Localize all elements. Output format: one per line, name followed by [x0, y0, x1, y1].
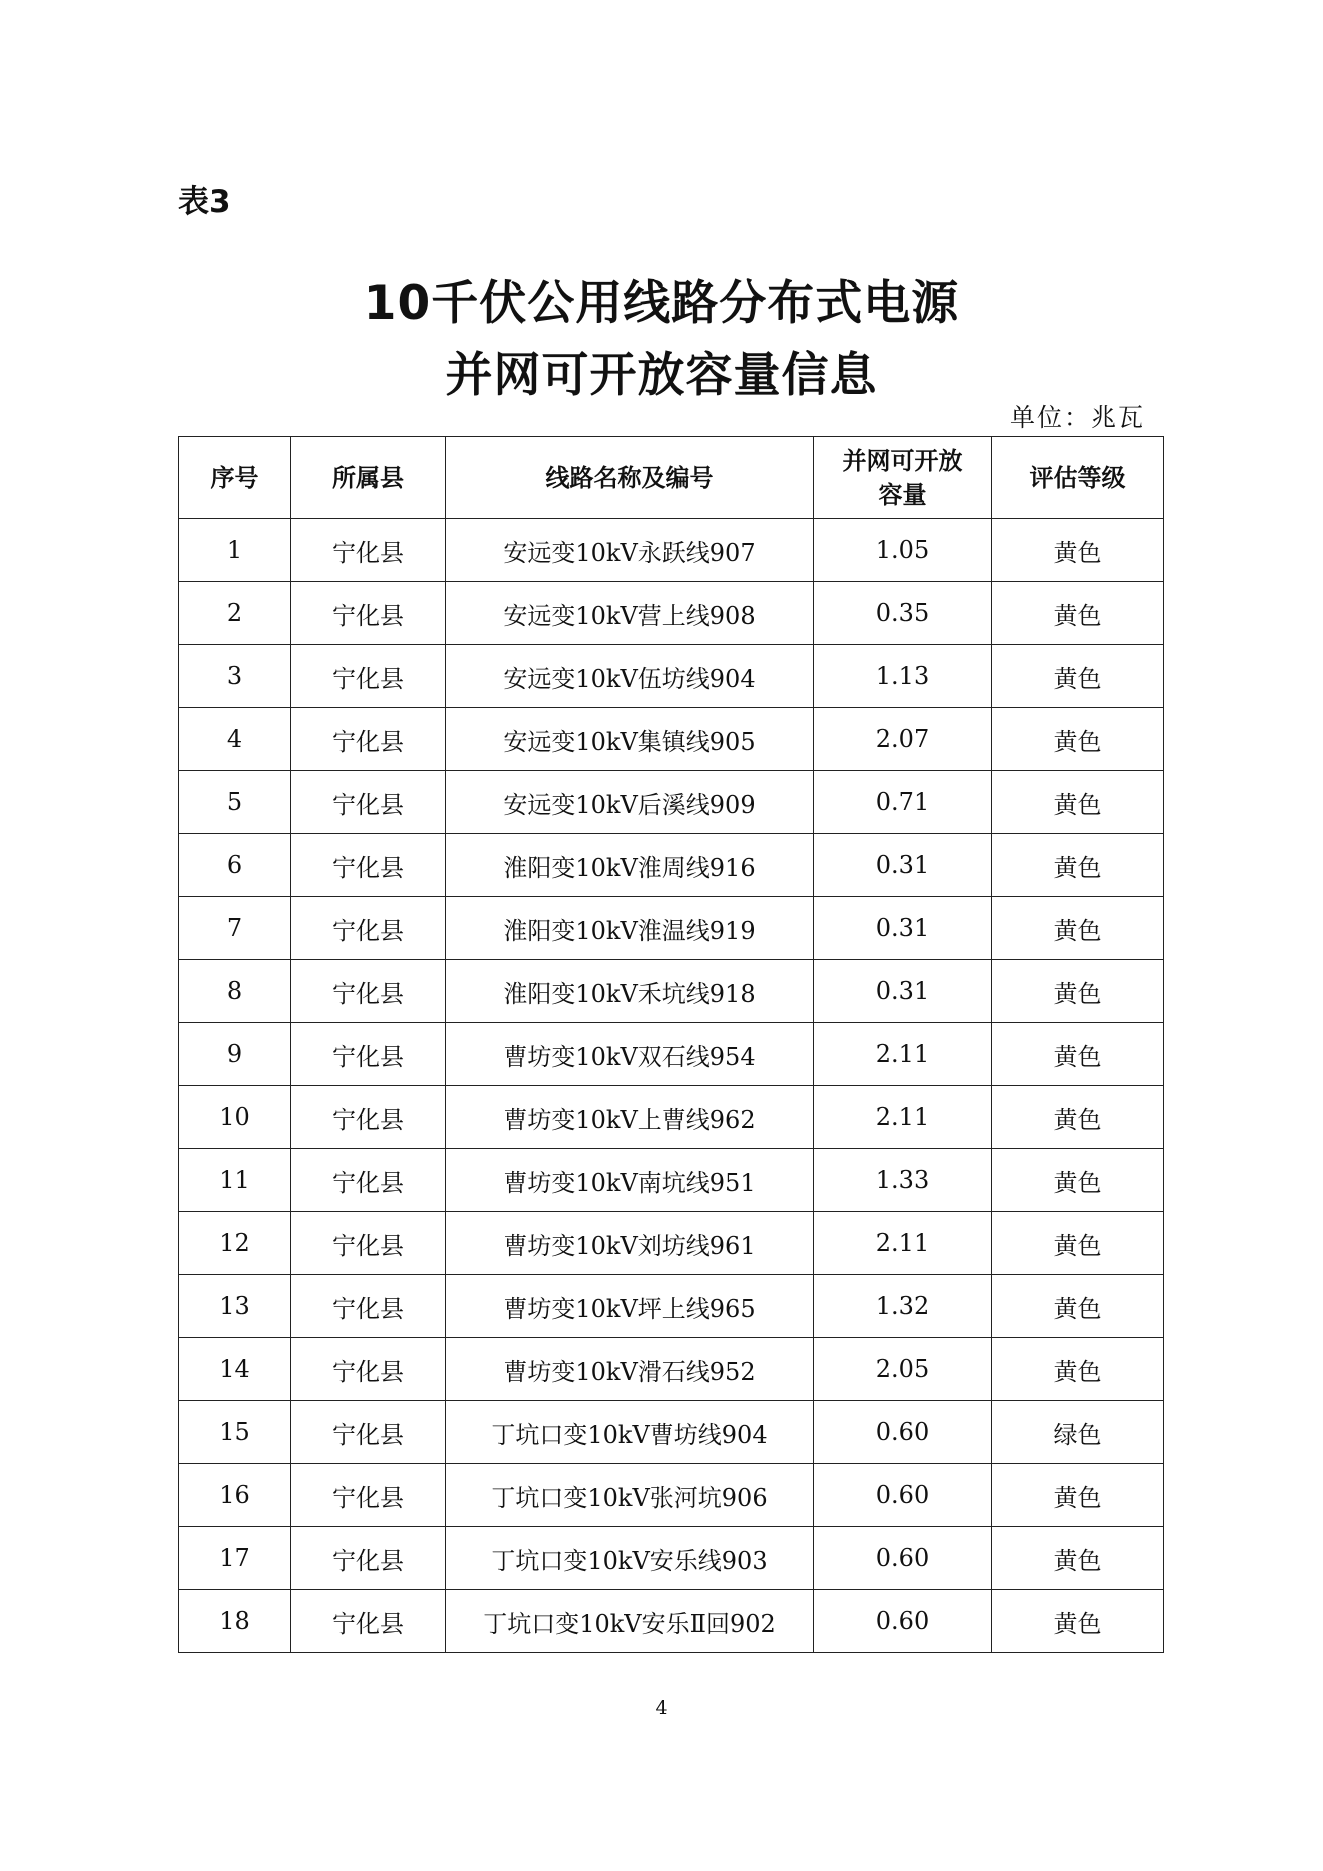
cell-county: 宁化县: [291, 519, 446, 582]
cell-index: 13: [179, 1275, 291, 1338]
cell-grade: 黄色: [992, 1338, 1164, 1401]
cell-grade: 黄色: [992, 519, 1164, 582]
cell-capacity: 2.11: [814, 1023, 992, 1086]
cell-capacity: 0.31: [814, 897, 992, 960]
cell-county: 宁化县: [291, 582, 446, 645]
cell-capacity: 0.31: [814, 834, 992, 897]
cell-capacity: 1.33: [814, 1149, 992, 1212]
cell-line-name: 曹坊变10kV坪上线965: [446, 1275, 814, 1338]
table-row: [179, 1527, 1164, 1590]
cell-grade: 黄色: [992, 1590, 1164, 1653]
table-row: [179, 708, 1164, 771]
cell-index: 14: [179, 1338, 291, 1401]
cell-grade: 黄色: [992, 834, 1164, 897]
header-county: 所属县: [291, 437, 446, 519]
cell-county: 宁化县: [291, 1527, 446, 1590]
cell-capacity: 2.11: [814, 1086, 992, 1149]
cell-index: 12: [179, 1212, 291, 1275]
cell-county: 宁化县: [291, 708, 446, 771]
capacity-table: [178, 436, 1164, 1653]
header-index: 序号: [179, 437, 291, 519]
cell-county: 宁化县: [291, 1464, 446, 1527]
table-label: 表3: [178, 184, 231, 220]
cell-line-name: 淮阳变10kV淮温线919: [446, 897, 814, 960]
cell-line-name: 曹坊变10kV双石线954: [446, 1023, 814, 1086]
table-row: [179, 960, 1164, 1023]
cell-grade: 黄色: [992, 1086, 1164, 1149]
table-row: [179, 834, 1164, 897]
cell-line-name: 曹坊变10kV刘坊线961: [446, 1212, 814, 1275]
cell-index: 11: [179, 1149, 291, 1212]
cell-index: 9: [179, 1023, 291, 1086]
cell-grade: 黄色: [992, 645, 1164, 708]
cell-line-name: 安远变10kV营上线908: [446, 582, 814, 645]
cell-grade: 黄色: [992, 1527, 1164, 1590]
cell-index: 3: [179, 645, 291, 708]
cell-grade: 黄色: [992, 582, 1164, 645]
cell-grade: 黄色: [992, 1464, 1164, 1527]
cell-line-name: 安远变10kV伍坊线904: [446, 645, 814, 708]
cell-index: 2: [179, 582, 291, 645]
cell-index: 4: [179, 708, 291, 771]
cell-grade: 绿色: [992, 1401, 1164, 1464]
cell-county: 宁化县: [291, 1086, 446, 1149]
cell-index: 10: [179, 1086, 291, 1149]
cell-line-name: 安远变10kV集镇线905: [446, 708, 814, 771]
cell-county: 宁化县: [291, 1149, 446, 1212]
cell-county: 宁化县: [291, 834, 446, 897]
cell-index: 8: [179, 960, 291, 1023]
cell-index: 1: [179, 519, 291, 582]
cell-index: 15: [179, 1401, 291, 1464]
cell-line-name: 曹坊变10kV上曹线962: [446, 1086, 814, 1149]
table-row: [179, 1338, 1164, 1401]
cell-line-name: 曹坊变10kV滑石线952: [446, 1338, 814, 1401]
cell-county: 宁化县: [291, 645, 446, 708]
table-row: [179, 1590, 1164, 1653]
cell-grade: 黄色: [992, 1212, 1164, 1275]
cell-line-name: 丁坑口变10kV曹坊线904: [446, 1401, 814, 1464]
cell-capacity: 2.11: [814, 1212, 992, 1275]
cell-capacity: 0.31: [814, 960, 992, 1023]
cell-index: 5: [179, 771, 291, 834]
cell-county: 宁化县: [291, 1212, 446, 1275]
cell-line-name: 曹坊变10kV南坑线951: [446, 1149, 814, 1212]
cell-county: 宁化县: [291, 1590, 446, 1653]
header-capacity-label: 并网可开放容量: [842, 446, 963, 509]
cell-capacity: 1.32: [814, 1275, 992, 1338]
table-row: [179, 897, 1164, 960]
header-grade: 评估等级: [992, 437, 1164, 519]
cell-line-name: 丁坑口变10kV安乐Ⅱ回902: [446, 1590, 814, 1653]
table-row: [179, 771, 1164, 834]
cell-line-name: 丁坑口变10kV安乐线903: [446, 1527, 814, 1590]
table-row: [179, 645, 1164, 708]
cell-capacity: 0.35: [814, 582, 992, 645]
cell-grade: 黄色: [992, 897, 1164, 960]
cell-capacity: 2.05: [814, 1338, 992, 1401]
cell-grade: 黄色: [992, 1023, 1164, 1086]
cell-capacity: 1.13: [814, 645, 992, 708]
table-body: [179, 519, 1164, 1653]
header-capacity: [814, 437, 992, 519]
cell-line-name: 安远变10kV后溪线909: [446, 771, 814, 834]
title-line-2: 并网可开放容量信息: [445, 348, 878, 403]
cell-county: 宁化县: [291, 1023, 446, 1086]
cell-capacity: 0.60: [814, 1527, 992, 1590]
header-line-name: 线路名称及编号: [446, 437, 814, 519]
cell-grade: 黄色: [992, 771, 1164, 834]
cell-county: 宁化县: [291, 960, 446, 1023]
cell-index: 6: [179, 834, 291, 897]
cell-county: 宁化县: [291, 897, 446, 960]
cell-line-name: 丁坑口变10kV张河坑906: [446, 1464, 814, 1527]
cell-grade: 黄色: [992, 1149, 1164, 1212]
cell-index: 17: [179, 1527, 291, 1590]
cell-county: 宁化县: [291, 1275, 446, 1338]
table-row: [179, 1401, 1164, 1464]
cell-index: 7: [179, 897, 291, 960]
cell-capacity: 0.71: [814, 771, 992, 834]
table-row: [179, 1212, 1164, 1275]
cell-index: 18: [179, 1590, 291, 1653]
cell-grade: 黄色: [992, 1275, 1164, 1338]
cell-county: 宁化县: [291, 1401, 446, 1464]
table-header-row: [179, 437, 1164, 519]
document-title: [0, 268, 1323, 412]
cell-capacity: 1.05: [814, 519, 992, 582]
table-row: [179, 519, 1164, 582]
cell-capacity: 0.60: [814, 1590, 992, 1653]
table-row: [179, 1086, 1164, 1149]
cell-line-name: 淮阳变10kV淮周线916: [446, 834, 814, 897]
page-number: 4: [655, 1697, 668, 1719]
title-line-1: 10千伏公用线路分布式电源: [363, 276, 960, 331]
table-row: [179, 1275, 1164, 1338]
cell-line-name: 安远变10kV永跃线907: [446, 519, 814, 582]
table-row: [179, 1149, 1164, 1212]
table-row: [179, 582, 1164, 645]
cell-capacity: 0.60: [814, 1464, 992, 1527]
cell-grade: 黄色: [992, 960, 1164, 1023]
cell-grade: 黄色: [992, 708, 1164, 771]
table-row: [179, 1464, 1164, 1527]
cell-county: 宁化县: [291, 771, 446, 834]
cell-line-name: 淮阳变10kV禾坑线918: [446, 960, 814, 1023]
unit-note: 单位：兆瓦: [1009, 403, 1145, 432]
table-row: [179, 1023, 1164, 1086]
cell-capacity: 2.07: [814, 708, 992, 771]
cell-county: 宁化县: [291, 1338, 446, 1401]
cell-capacity: 0.60: [814, 1401, 992, 1464]
cell-index: 16: [179, 1464, 291, 1527]
